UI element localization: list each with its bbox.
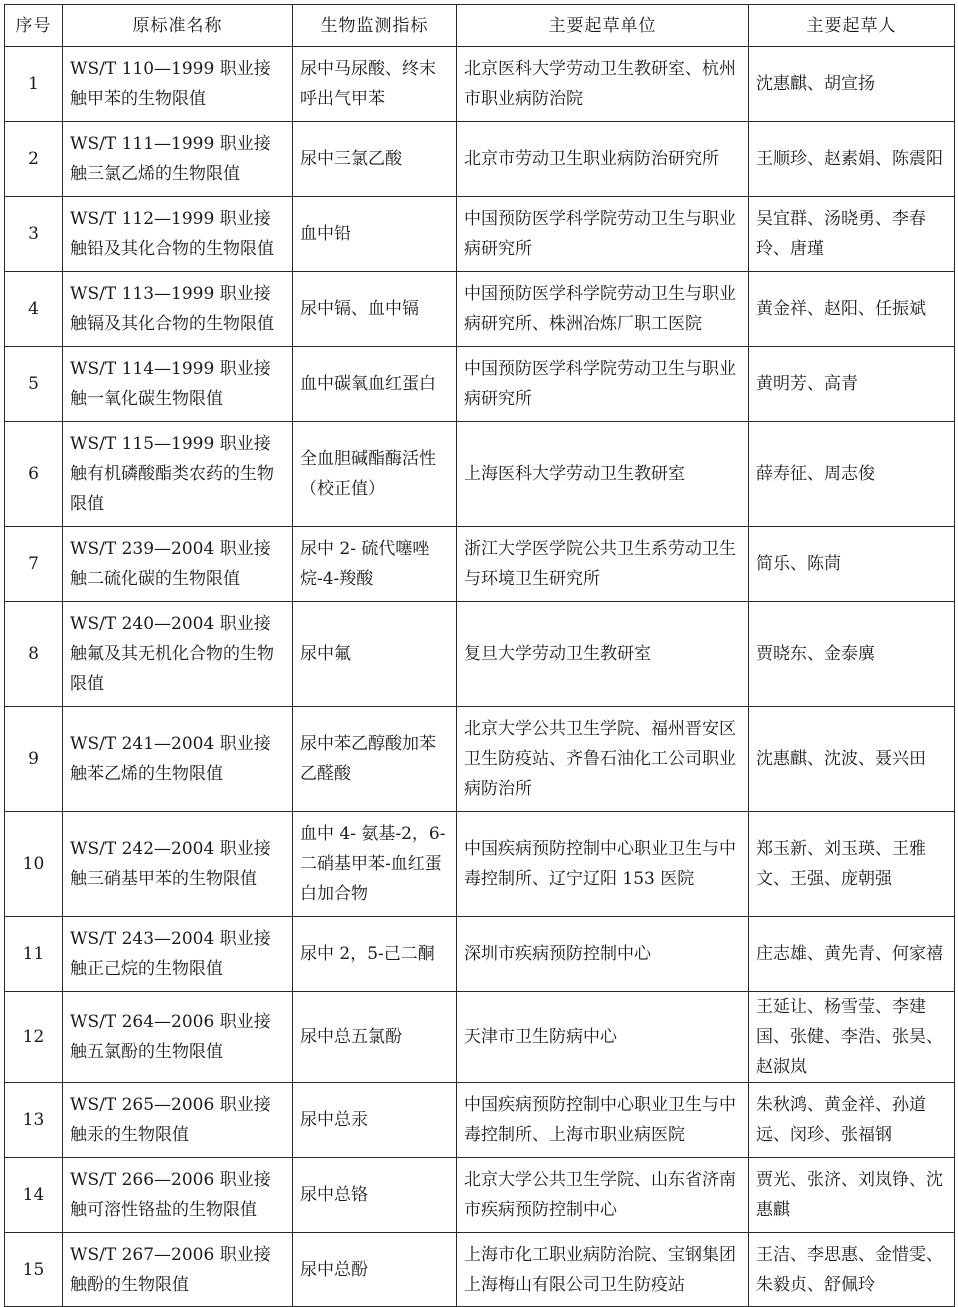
table-row — [5, 272, 955, 347]
row-drafters: 黄明芳、高青 — [749, 347, 955, 422]
row-drafters: 沈惠麒、胡宣扬 — [749, 47, 955, 122]
row-drafters: 王顺珍、赵素娟、陈震阳 — [749, 122, 955, 197]
row-indicator: 尿中总酚 — [293, 1233, 457, 1307]
row-indicator: 全血胆碱酯酶活性（校正值） — [293, 422, 457, 527]
standards-table-container — [4, 4, 954, 1307]
table-row — [5, 707, 955, 812]
table-row — [5, 47, 955, 122]
row-drafters: 王洁、李思惠、金惜雯、朱毅贞、舒佩玲 — [749, 1233, 955, 1307]
row-drafting-unit: 复旦大学劳动卫生教研室 — [457, 602, 749, 707]
row-standard-name: WS/T 111—1999 职业接触三氯乙烯的生物限值 — [63, 122, 293, 197]
row-standard-name: WS/T 110—1999 职业接触甲苯的生物限值 — [63, 47, 293, 122]
row-no: 11 — [5, 917, 63, 992]
table-row — [5, 197, 955, 272]
row-drafters: 吴宜群、汤晓勇、李春玲、唐瑾 — [749, 197, 955, 272]
row-no: 12 — [5, 992, 63, 1083]
row-standard-name: WS/T 240—2004 职业接触氟及其无机化合物的生物限值 — [63, 602, 293, 707]
row-drafting-unit: 浙江大学医学院公共卫生系劳动卫生与环境卫生研究所 — [457, 527, 749, 602]
row-drafting-unit: 北京医科大学劳动卫生教研室、杭州市职业病防治院 — [457, 47, 749, 122]
row-indicator: 尿中总铬 — [293, 1158, 457, 1233]
row-drafting-unit: 中国疾病预防控制中心职业卫生与中毒控制所、辽宁辽阳 153 医院 — [457, 812, 749, 917]
table-row — [5, 347, 955, 422]
row-standard-name: WS/T 113—1999 职业接触镉及其化合物的生物限值 — [63, 272, 293, 347]
row-drafters: 简乐、陈茼 — [749, 527, 955, 602]
row-drafters: 贾晓东、金泰廙 — [749, 602, 955, 707]
row-indicator: 尿中总五氯酚 — [293, 992, 457, 1083]
row-standard-name: WS/T 241—2004 职业接触苯乙烯的生物限值 — [63, 707, 293, 812]
row-drafting-unit: 中国预防医学科学院劳动卫生与职业病研究所 — [457, 197, 749, 272]
row-standard-name: WS/T 265—2006 职业接触汞的生物限值 — [63, 1083, 293, 1158]
standards-table — [4, 4, 955, 1307]
row-standard-name: WS/T 266—2006 职业接触可溶性铬盐的生物限值 — [63, 1158, 293, 1233]
row-drafters: 薛寿征、周志俊 — [749, 422, 955, 527]
row-no: 2 — [5, 122, 63, 197]
row-no: 6 — [5, 422, 63, 527]
row-drafting-unit: 中国预防医学科学院劳动卫生与职业病研究所、株洲冶炼厂职工医院 — [457, 272, 749, 347]
table-row — [5, 1083, 955, 1158]
row-drafters: 朱秋鸿、黄金祥、孙道远、闵珍、张福钢 — [749, 1083, 955, 1158]
row-indicator: 尿中三氯乙酸 — [293, 122, 457, 197]
row-standard-name: WS/T 267—2006 职业接触酚的生物限值 — [63, 1233, 293, 1307]
row-standard-name: WS/T 115—1999 职业接触有机磷酸酯类农药的生物限值 — [63, 422, 293, 527]
row-indicator: 血中碳氧血红蛋白 — [293, 347, 457, 422]
table-row — [5, 992, 955, 1083]
row-indicator: 尿中氟 — [293, 602, 457, 707]
row-standard-name: WS/T 243—2004 职业接触正己烷的生物限值 — [63, 917, 293, 992]
row-indicator: 尿中总汞 — [293, 1083, 457, 1158]
row-no: 9 — [5, 707, 63, 812]
row-no: 3 — [5, 197, 63, 272]
header-no: 序号 — [5, 5, 63, 47]
table-row — [5, 1233, 955, 1307]
row-standard-name: WS/T 114—1999 职业接触一氧化碳生物限值 — [63, 347, 293, 422]
row-drafters: 沈惠麒、沈波、聂兴田 — [749, 707, 955, 812]
row-no: 15 — [5, 1233, 63, 1307]
row-indicator: 尿中苯乙醇酸加苯乙醛酸 — [293, 707, 457, 812]
row-no: 10 — [5, 812, 63, 917]
header-indicator: 生物监测指标 — [293, 5, 457, 47]
row-indicator: 尿中 2，5-己二酮 — [293, 917, 457, 992]
row-drafting-unit: 上海医科大学劳动卫生教研室 — [457, 422, 749, 527]
row-indicator: 尿中 2- 硫代噻唑烷-4-羧酸 — [293, 527, 457, 602]
table-row — [5, 422, 955, 527]
row-standard-name: WS/T 242—2004 职业接触三硝基甲苯的生物限值 — [63, 812, 293, 917]
row-standard-name: WS/T 264—2006 职业接触五氯酚的生物限值 — [63, 992, 293, 1083]
row-drafting-unit: 上海市化工职业病防治院、宝钢集团上海梅山有限公司卫生防疫站 — [457, 1233, 749, 1307]
table-row — [5, 1158, 955, 1233]
row-indicator: 血中铅 — [293, 197, 457, 272]
table-row — [5, 812, 955, 917]
row-drafters: 庄志雄、黄先青、何家禧 — [749, 917, 955, 992]
row-no: 7 — [5, 527, 63, 602]
row-no: 14 — [5, 1158, 63, 1233]
table-header-row — [5, 5, 955, 47]
table-row — [5, 602, 955, 707]
row-standard-name: WS/T 112—1999 职业接触铅及其化合物的生物限值 — [63, 197, 293, 272]
row-indicator: 血中 4- 氨基-2，6-二硝基甲苯-血红蛋白加合物 — [293, 812, 457, 917]
row-drafting-unit: 天津市卫生防病中心 — [457, 992, 749, 1083]
row-no: 13 — [5, 1083, 63, 1158]
table-row — [5, 122, 955, 197]
row-no: 5 — [5, 347, 63, 422]
row-no: 8 — [5, 602, 63, 707]
row-indicator: 尿中马尿酸、终末呼出气甲苯 — [293, 47, 457, 122]
row-drafting-unit: 中国预防医学科学院劳动卫生与职业病研究所 — [457, 347, 749, 422]
row-drafters: 郑玉新、刘玉瑛、王雅文、王强、庞朝强 — [749, 812, 955, 917]
header-drafting-unit: 主要起草单位 — [457, 5, 749, 47]
row-no: 1 — [5, 47, 63, 122]
row-no: 4 — [5, 272, 63, 347]
row-standard-name: WS/T 239—2004 职业接触二硫化碳的生物限值 — [63, 527, 293, 602]
table-row — [5, 917, 955, 992]
row-drafters: 黄金祥、赵阳、任振斌 — [749, 272, 955, 347]
row-drafters: 贾光、张济、刘岚铮、沈惠麒 — [749, 1158, 955, 1233]
row-drafting-unit: 北京大学公共卫生学院、福州晋安区卫生防疫站、齐鲁石油化工公司职业病防治所 — [457, 707, 749, 812]
row-drafting-unit: 北京大学公共卫生学院、山东省济南市疾病预防控制中心 — [457, 1158, 749, 1233]
row-drafting-unit: 深圳市疾病预防控制中心 — [457, 917, 749, 992]
row-drafting-unit: 中国疾病预防控制中心职业卫生与中毒控制所、上海市职业病医院 — [457, 1083, 749, 1158]
row-drafters: 王延让、杨雪莹、李建国、张健、李浩、张昊、赵淑岚 — [749, 992, 955, 1083]
header-standard-name: 原标准名称 — [63, 5, 293, 47]
row-indicator: 尿中镉、血中镉 — [293, 272, 457, 347]
table-row — [5, 527, 955, 602]
header-drafters: 主要起草人 — [749, 5, 955, 47]
row-drafting-unit: 北京市劳动卫生职业病防治研究所 — [457, 122, 749, 197]
